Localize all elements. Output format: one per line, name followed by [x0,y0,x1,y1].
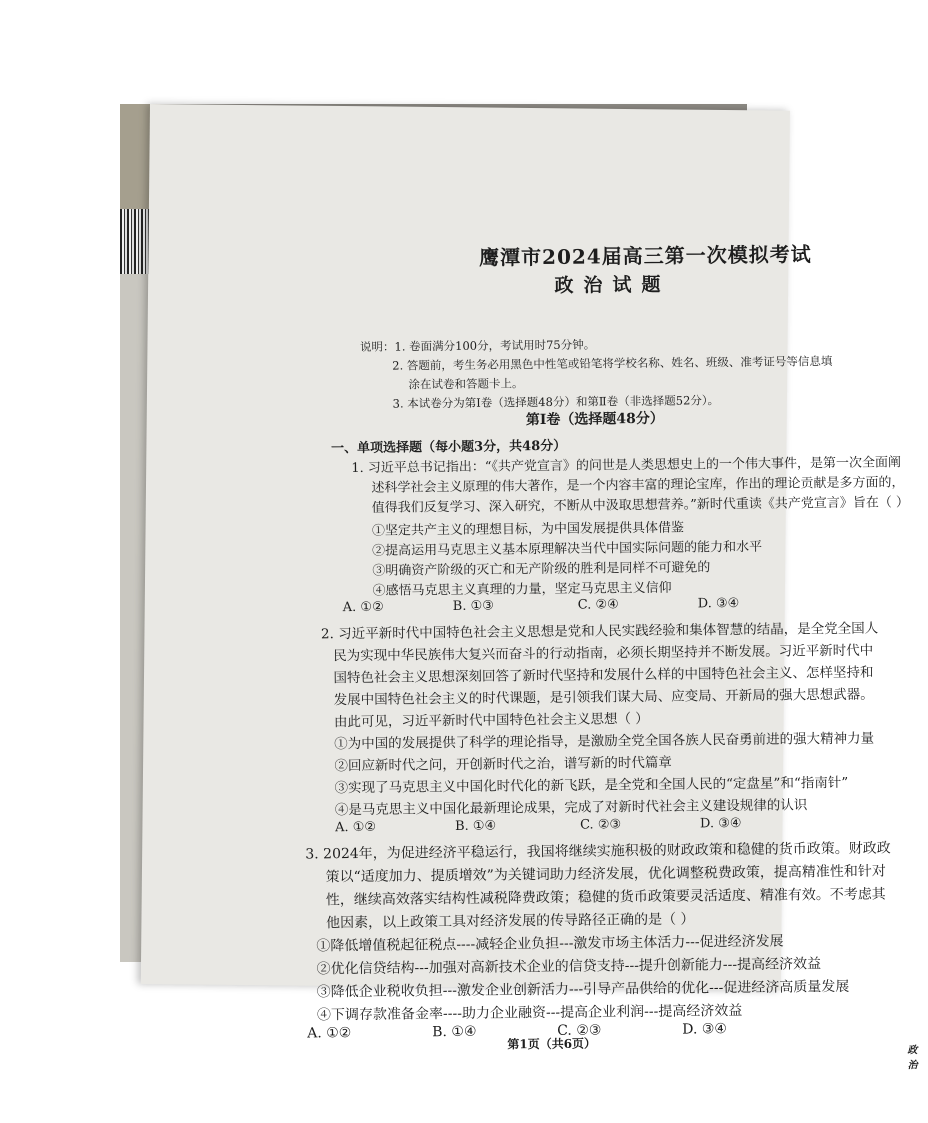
question-2-item: ①为中国的发展提供了科学的理论指导，是激励全党全国各族人民奋勇前进的强大精神力量 [334,730,875,753]
question-1-line: 值得我们反复学习、深入研究，不断从中汲取思想营养。”新时代重读《共产党宣言》旨在（ ） [371,495,910,516]
question-3-option-a: A. ①② [307,1025,352,1042]
question-3-line: 性，继续高效落实结构性减税降费政策；稳健的货币政策要灵活适度、精准有效。不考虑其 [325,886,886,909]
question-2-line: 发展中国特色社会主义的时代课题，是引领我们谋大局、应变局、开新局的强大思想武器。 [333,686,874,709]
question-3-line: 他因素，以上政策工具对经济发展的传导路径正确的是（ ） [325,911,695,932]
question-2-option-a: A. ①② [334,819,377,836]
question-2-line: 国特色社会主义思想深刻回答了新时代坚持和发展什么样的中国特色社会主义、怎样坚持和 [333,664,874,687]
question-2-option-b: B. ①④ [454,818,497,834]
question-2-option-c: C. ②③ [579,817,622,833]
question-1-option-b: B. ①③ [452,598,494,614]
note-line: 涂在试卷和答题卡上。 [408,376,524,392]
section-title: 一、单项选择题（每小题3分，共48分） [330,438,567,457]
exam-sheet [141,104,918,1072]
question-1-option-c: C. ②④ [577,597,619,613]
question-1-line: 述科学社会主义原理的伟大著作，是一个内容丰富的理论宝库，作出的理论贡献是多方面的， [371,475,905,496]
question-2-line: 2. 习近平新时代中国特色社会主义思想是党和人民实践经验和集体智慧的结晶，是全党全国人 [320,620,879,643]
question-1-item: ④感悟马克思主义真理的力量，坚定马克思主义信仰 [372,580,672,599]
page-number: 第1页（共6页） [507,1036,597,1052]
question-2-item: ③实现了马克思主义中国化时代化的新飞跃，是全党和全国人民的“定盘星”和“指南针” [334,774,849,797]
note-line: 3. 本试卷分为第Ⅰ卷（选择题48分）和第Ⅱ卷（非选择题52分）。 [392,393,720,411]
question-3-item: ④下调存款准备金率----助力企业融资---提高企业利润---提高经济效益 [316,1002,743,1024]
exam-title: 鹰潭市2024届高三第一次模拟考试 [478,242,812,270]
part-title: 第Ⅰ卷（选择题48分） [525,410,664,429]
note-line: 2. 答题前，考生务必用黑色中性笔或铅笔将学校名称、姓名、班级、准考证号等信息填 [392,353,833,373]
question-3-line: 3. 2024年，为促进经济平稳运行，我国将继续实施积极的财政政策和稳健的货币政策。财政政 [305,840,891,863]
question-1-line: 1. 习近平总书记指出：“《共产党宣言》的问世是人类思想史上的一个伟大事件，是第一次全面阐 [351,455,902,477]
question-3-line: 策以“适度加力、提质增效”为关键词助力经济发展，优化调整税费政策，提高精准性和针对 [325,863,886,886]
note-line: 说明：1. 卷面满分100分，考试用时75分钟。 [359,337,596,354]
question-1-item: ①坚定共产主义的理想目标，为中国发展提供具体借鉴 [371,520,685,539]
question-1-item: ③明确资产阶级的灭亡和无产阶级的胜利是同样不可避免的 [372,560,711,579]
question-2-item: ②回应新时代之问，开创新时代之治，谱写新的时代篇章 [334,754,672,775]
question-2-line: 民为实现中华民族伟大复兴而奋斗的行动指南，必须长期坚持并不断发展。习近平新时代中 [333,642,874,665]
corner-label: 政治 [907,1045,918,1072]
question-3-option-b: B. ①④ [432,1023,477,1041]
question-2-option-d: D. ③④ [699,815,742,832]
question-1-item: ②提高运用马克思主义基本原理解决当代中国实际问题的能力和水平 [372,539,763,559]
exam-photo [120,104,918,1072]
question-3-item: ②优化信贷结构---加强对高新技术企业的信贷支持---提升创新能力---提高经济效益 [316,956,822,978]
question-3-option-d: D. ③④ [682,1021,727,1038]
question-1-option-a: A. ①② [342,599,384,616]
question-2-line: 由此可见，习近平新时代中国特色社会主义思想（ ） [333,710,649,731]
question-3-item: ①降低增值税起征税点----减轻企业负担---激发市场主体活力---促进经济发展 [316,933,784,955]
question-3-item: ③降低企业税收负担---激发企业创新活力---引导产品供给的优化---促进经济高质量发展 [316,978,850,1001]
question-1-option-d: D. ③④ [697,595,740,612]
question-3-option-c: C. ②③ [557,1022,602,1039]
question-2-item: ④是马克思主义中国化最新理论成果，完成了对新时代社会主义建设规律的认识 [334,797,808,819]
exam-subtitle: 政治试题 [554,273,671,297]
sheet-content [299,219,918,1072]
